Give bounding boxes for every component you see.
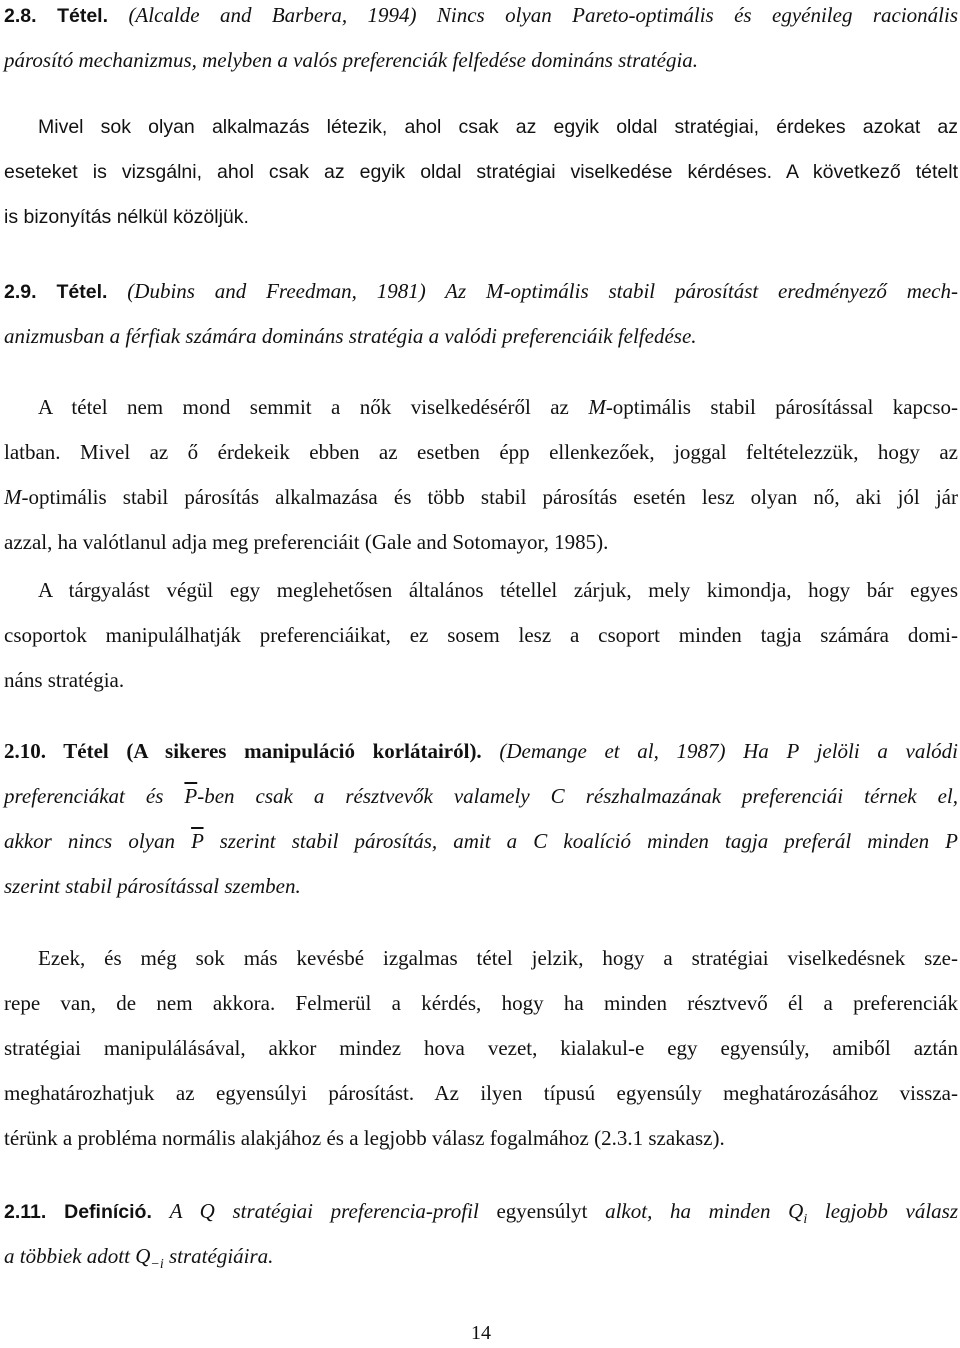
theorem-text: szerint stabil párosítással szemben. — [4, 874, 301, 898]
math-P-bar: $\overline{P}$ — [184, 784, 198, 808]
theorem-text: anizmusban a férfiak számára domináns stratégia a valódi preferenciáik felfedése. — [4, 324, 697, 348]
paragraph-line: repe van, de nem akkora. Felmerül a kérdés, hogy ha minden résztvevő él a preferenciák — [4, 991, 958, 1015]
theorem-text: (Alcalde and Barbera, 1994) Nincs olyan Pareto-optimális és egyénileg racionális — [128, 3, 959, 27]
page-number: 14 — [471, 1322, 491, 1344]
paragraph-line: náns stratégia. — [4, 668, 125, 692]
theorem-2-9: 2.9. Tétel. (Dubins and Freedman, 1981) Az M-optimális stabil párosítást eredményező mech- anizmusban a férfiak számára domináns stratégia a valódi preferenciáik felfedése. — [4, 269, 958, 359]
math-C: C — [533, 829, 548, 853]
math-P: P — [786, 739, 799, 763]
math-M: M — [588, 395, 606, 419]
theorem-label: 2.9. Tétel. — [4, 281, 108, 303]
paragraph-line: stratégiai manipulálásával, akkor mindez hova vezet, kialakul-e egy egyensúly, amiből aztán — [4, 1036, 958, 1060]
theorem-text: párosító mechanizmus, melyben a valós preferenciák felfedése domináns stratégia. — [4, 48, 699, 72]
paragraph-2: A tétel nem mond semmit a nők viselkedéséről az M-optimális stabil párosítással kapcso- latban. Mivel az ő érdekeik ebben az esetben épp ellenkezőek, joggal feltételezzük, hogy az M-optimális stabil párosítás alkalmazása és több stabil párosítás esetén lesz olyan nő, aki jól jár azzal, ha valótlanul adja meg preferenciáit (Gale and Sotomayor, 1985). — [4, 385, 958, 565]
theorem-2-10: 2.10. Tétel (A sikeres manipuláció korlátairól). (Demange et al, 1987) Ha P jelöli a valódi preferenciákat és $\overline{P}$-ben csak a résztvevők valamely C részhalmazának preferenciái térnek el, akkor nincs olyan $\overline{P}$ szerint stabil párosítás, amit a C koalíció minden tagja preferál minden P szerint stabil párosítással szemben. — [4, 729, 958, 909]
paragraph-3 — [4, 568, 958, 703]
paragraph-line: Mivel sok olyan alkalmazás létezik, ahol csak az egyik oldal stratégiai, érdekes azokat az — [38, 116, 958, 138]
math-M: M — [485, 279, 504, 303]
paragraph-line: Ezek, és még sok más kevésbé izgalmas tétel jelzik, hogy a stratégiai viselkedésnek sze- — [38, 946, 958, 970]
math-P: P — [945, 829, 958, 853]
theorem-2-8 — [4, 0, 958, 83]
math-C: C — [550, 784, 565, 808]
theorem-label: 2.8. Tétel. — [4, 5, 109, 27]
paragraph-line: eseteket is vizsgálni, ahol csak az egyik oldal stratégiai viselkedése kérdéses. A következő tételt — [4, 161, 958, 183]
theorem-label: 2.10. Tétel (A sikeres manipuláció korlátairól). — [4, 739, 482, 763]
math-Q: Q — [199, 1199, 215, 1223]
paragraph-line: meghatározhatjuk az egyensúlyi párosítást. Az ilyen típusú egyensúly meghatározásához vissza- — [4, 1081, 958, 1105]
paragraph-1 — [4, 105, 958, 240]
math-Q-i: $Q_i$ — [788, 1199, 808, 1228]
paragraph-4 — [4, 936, 958, 1161]
math-Q-minus-i: $Q_{-i}$ — [135, 1244, 164, 1273]
math-P-bar: $\overline{P}$ — [191, 829, 204, 853]
paragraph-line: A tárgyalást végül egy meglehetősen általános tétellel zárjuk, mely kimondja, hogy bár egyes — [38, 578, 958, 602]
paragraph-line: is bizonyítás nélkül közöljük. — [4, 206, 249, 228]
definition-label: 2.11. Definíció. — [4, 1201, 152, 1223]
definition-2-11: 2.11. Definíció. A Q stratégiai preferencia-profil egyensúlyt alkot, ha minden $Q_i$ legjobb válasz a többiek adott $Q_{-i}$ stratégiáira. — [4, 1199, 959, 1273]
paragraph-line: azzal, ha valótlanul adja meg preferenciáit (Gale and Sotomayor, 1985). — [4, 530, 609, 554]
math-M: M — [4, 485, 22, 509]
paragraph-line: térünk a probléma normális alakjához és a legjobb válasz fogalmához (2.3.1 szakasz). — [4, 1126, 725, 1150]
paragraph-line: latban. Mivel az ő érdekeik ebben az esetben épp ellenkezőek, joggal feltételezzük, hogy az — [4, 440, 958, 464]
paragraph-line: csoportok manipulálhatják preferenciáikat, ez sosem lesz a csoport minden tagja számára domi- — [4, 623, 958, 647]
